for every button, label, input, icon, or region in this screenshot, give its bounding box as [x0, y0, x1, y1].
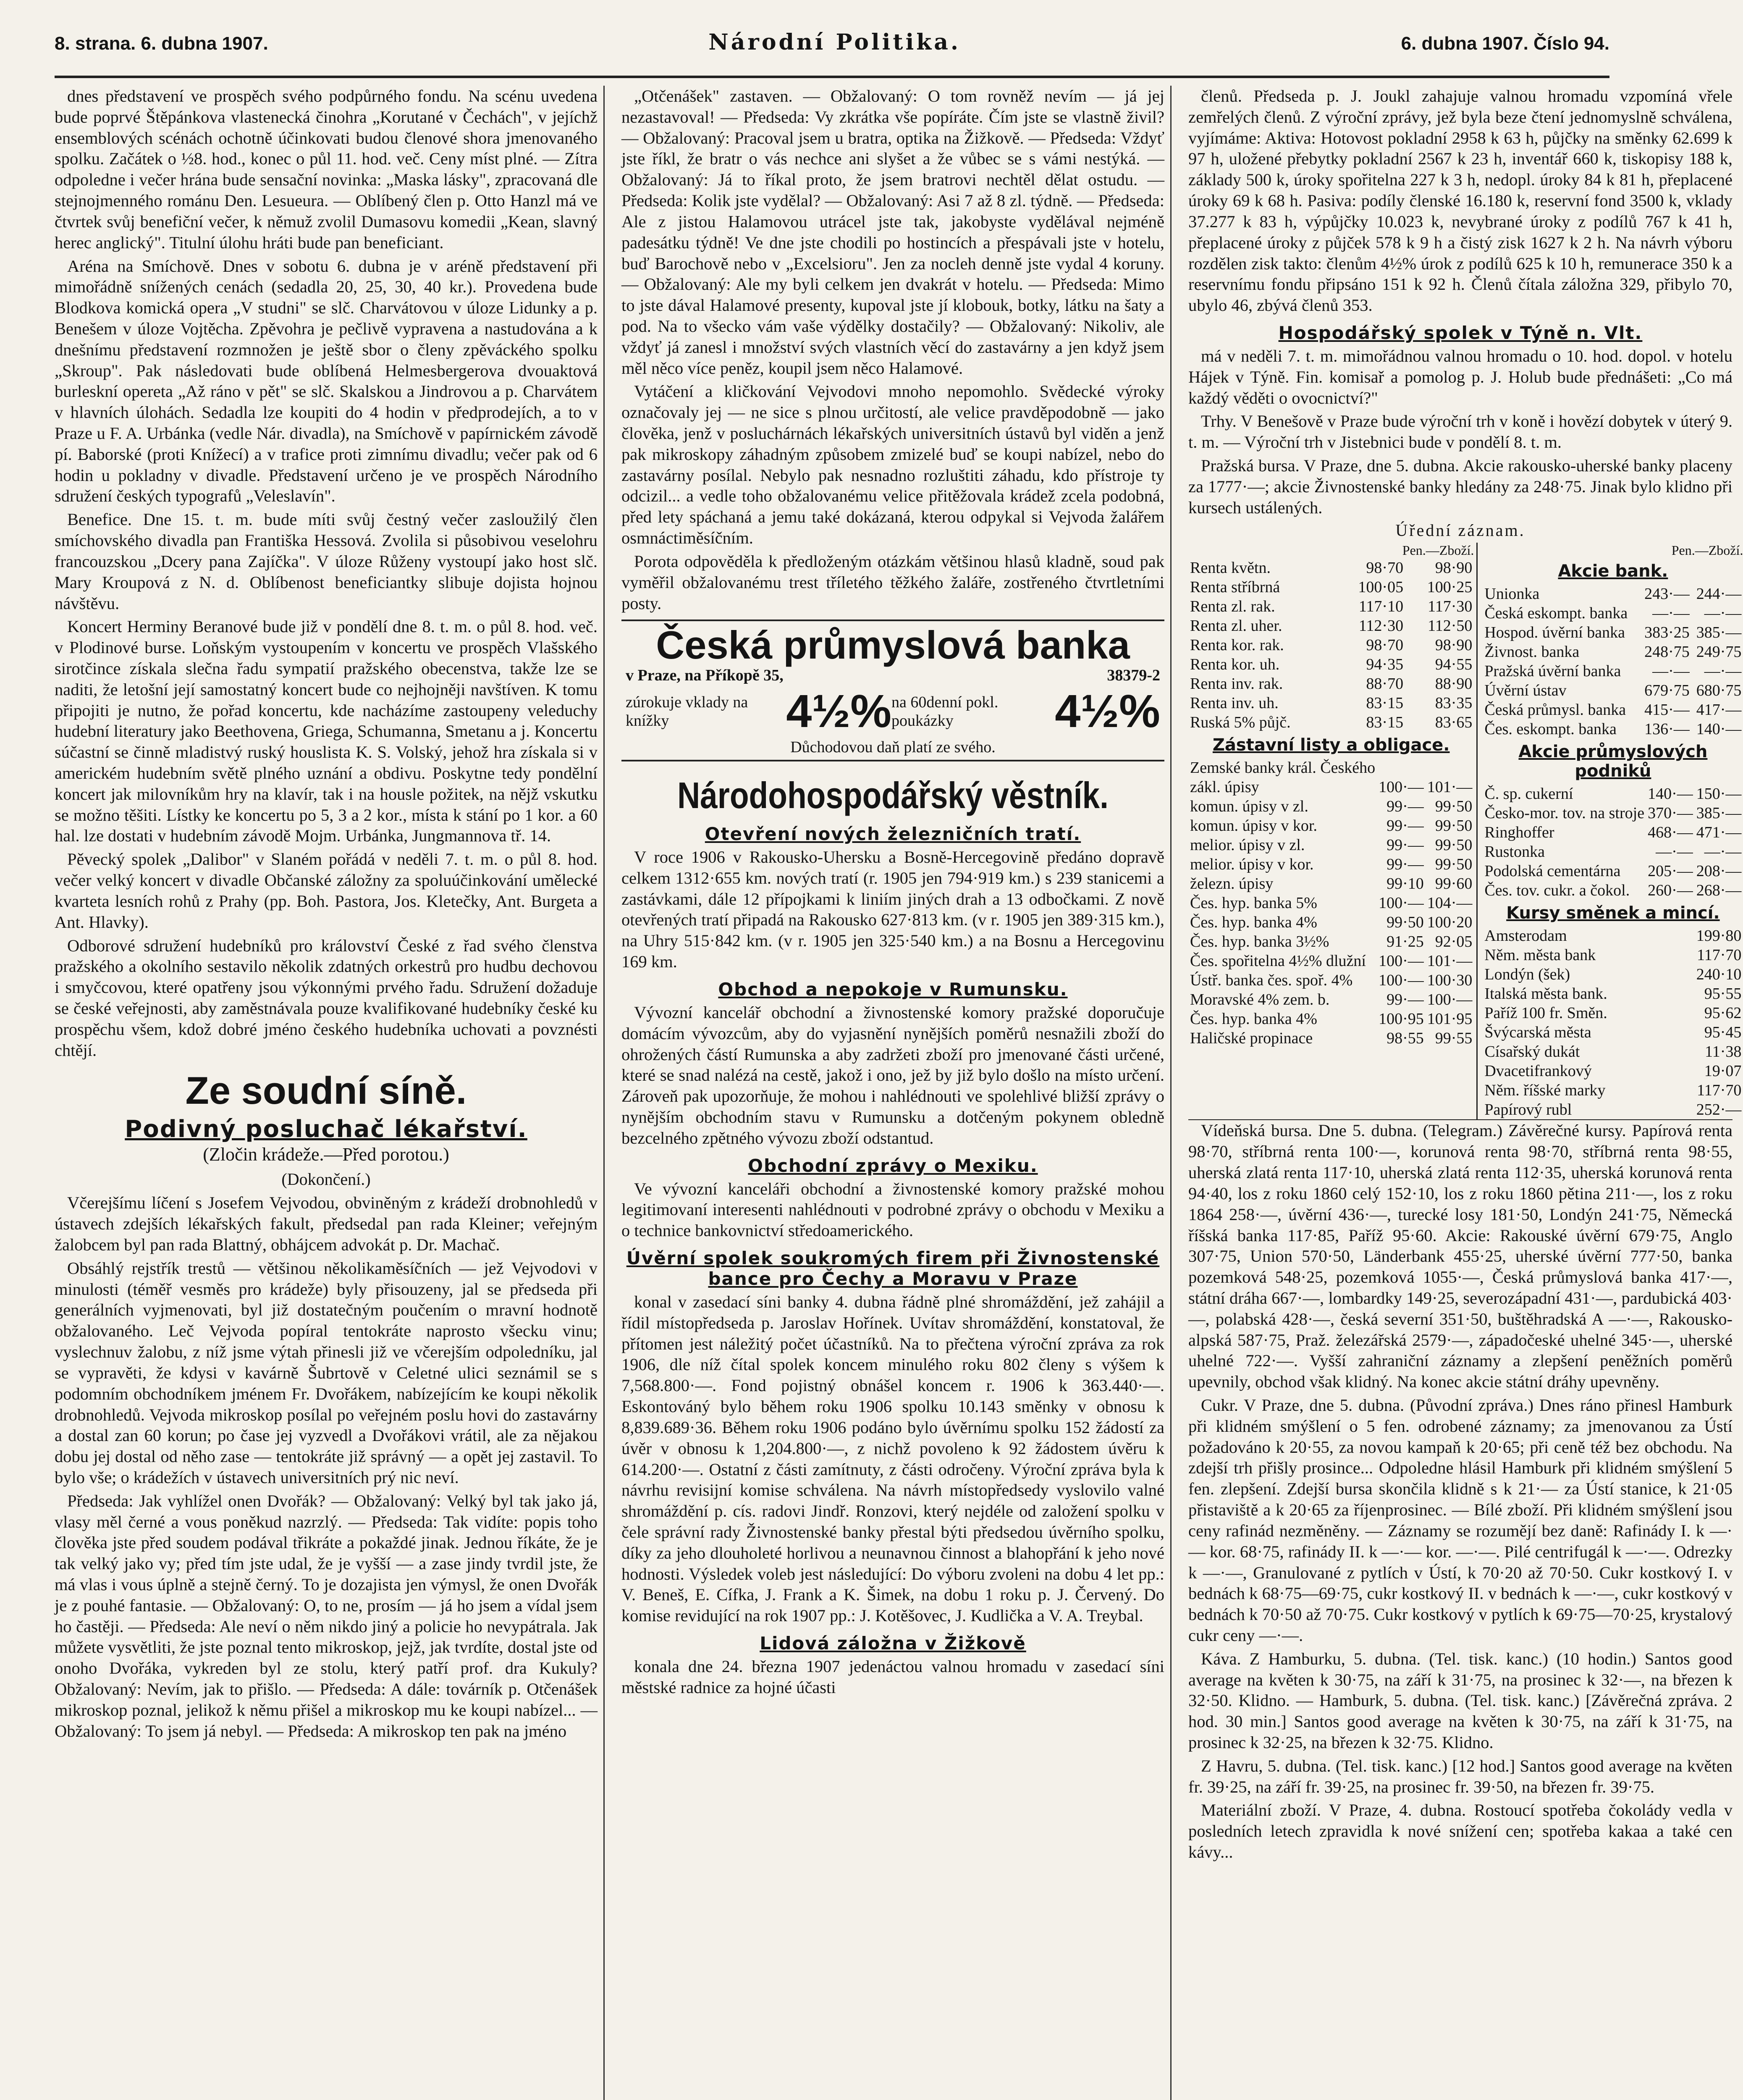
money-price — [1667, 1042, 1672, 1061]
table-row — [1188, 951, 1474, 971]
goods-price: 117·70 — [1697, 1082, 1742, 1100]
security-name: zákl. úpisy — [1190, 778, 1259, 796]
page-header — [55, 29, 1609, 76]
table-row — [1483, 642, 1743, 662]
table-row — [1483, 584, 1743, 604]
goods-price: 83·65 — [1435, 714, 1473, 732]
security-name: Ústř. banka čes. spoř. 4% — [1190, 971, 1353, 990]
security-name: Moravské 4% zem. b. — [1190, 991, 1330, 1009]
article-paragraph: Z Havru, 5. dubna. (Tel. tisk. kanc.) [12 hod.] Santos good average na květen fr. 39·25, na září fr. 39·25, na prosinec fr. 39·50, na březen fr. 39·75. — [1188, 1756, 1733, 1796]
table-row — [1483, 842, 1743, 861]
goods-price: 117·70 — [1697, 946, 1742, 964]
goods-price: 117·30 — [1428, 598, 1473, 616]
goods-price: 680·75 — [1696, 682, 1742, 700]
bonds-table — [1188, 758, 1474, 1048]
money-price: 91·25 — [1387, 933, 1424, 951]
money-price: —·— — [1652, 662, 1690, 680]
table-row — [1188, 635, 1474, 655]
court-section-title: Ze soudní síně. — [185, 1069, 467, 1113]
subheading: Otevření nových železničních tratí. — [705, 824, 1081, 844]
bank-ad-deposits-label: zúrokuje vklady na knížky — [626, 693, 748, 730]
table-row — [1188, 1009, 1474, 1029]
exchange-rates-table — [1483, 926, 1743, 1119]
goods-price: 98·90 — [1435, 636, 1473, 654]
goods-price: 11·38 — [1705, 1043, 1742, 1061]
money-price: 100·— — [1379, 778, 1424, 796]
table-row — [1188, 758, 1474, 777]
money-price: 260·— — [1648, 882, 1693, 900]
table-row — [1188, 893, 1474, 913]
subheading: Úvěrní spolek soukromých firem při Živnostenské bance pro Čechy a Moravu v Praze — [626, 1248, 1160, 1289]
table-row — [1483, 662, 1743, 681]
money-price: 99·50 — [1387, 914, 1424, 932]
subheading: Obchodní zprávy o Mexiku. — [748, 1155, 1038, 1176]
money-price — [1667, 1061, 1672, 1081]
security-name: Zemské banky král. Českého — [1190, 759, 1376, 777]
money-price — [1667, 1100, 1672, 1119]
article-paragraph: Vývozní kancelář obchodní a živnostenské komory pražské doporučuje domácím vývozcům, aby do vyjasnění nynějších poměrů nesnažili zboží do ohrožených částí Rumunska a aby zadržeti zboží pro jmenované části určené, které se snad nalézá na cestě, jakož i ono, jež by již bylo došlo na místo určení. Zároveň pak upozorňuje, že mohou i nahlédnouti ve spolehlivé bližší zprávy o nynějším obchodním stavu v Rumunsku a dotčeným pokynem obledně bezcelného zpětného vývozu zboží odstantud. — [621, 1003, 1164, 1147]
money-price — [1667, 1023, 1672, 1042]
table-row — [1188, 835, 1474, 855]
article-paragraph: Ve vývozní kanceláři obchodní a živnostenské komory pražské mohou legitimovaní interesenti nahlédnouti v podrobné zprávy o obchodu v Mexiku a o technice bankovnictví středoamerického. — [621, 1179, 1164, 1240]
subheading: Hospodářský spolek v Týně n. Vlt. — [1278, 322, 1643, 343]
bank-ad-vouchers-label: na 60denní pokl. poukázky — [891, 693, 999, 730]
money-price: 88·70 — [1366, 675, 1404, 693]
security-name: Čes. hyp. banka 4% — [1190, 914, 1317, 932]
money-price: 98·70 — [1366, 636, 1404, 654]
security-name: Č. sp. cukerní — [1484, 785, 1573, 803]
court-article-caption: (Zločin krádeže.—Před porotou.) — [203, 1144, 449, 1165]
table-row — [1483, 1003, 1743, 1023]
court-article-continuation: (Dokončení.) — [281, 1170, 371, 1189]
column-2 — [621, 86, 1172, 2100]
goods-price: 98·90 — [1435, 559, 1473, 577]
goods-price: —·— — [1704, 604, 1742, 622]
money-price: 140·— — [1648, 785, 1693, 803]
security-name: melior. úpisy v kor. — [1190, 856, 1314, 874]
money-price — [1667, 926, 1672, 945]
security-name: Úvěrní ústav — [1484, 682, 1567, 700]
security-name: Renta zl. uher. — [1190, 617, 1282, 635]
security-name: Ringhoffer — [1484, 824, 1554, 842]
security-name: Čes. hyp. banka 4% — [1190, 1010, 1317, 1028]
table-row — [1188, 655, 1474, 674]
security-name: Renta stříbrná — [1190, 578, 1280, 596]
security-name: Česko-mor. tov. na stroje — [1484, 804, 1645, 822]
goods-price: 95·45 — [1704, 1024, 1742, 1042]
article-paragraph: Obsáhlý rejstřík trestů — většinou několikaměsíčních — jež Vejvodovi v minulosti (téměř vesměs pro krádeže) byly přisouzeny, jal se předseda při generálních vyjmenovati, byl již dostatečným poučením o mravní hodnotě obžalovaného. Leč Vejvoda popíral tentokráte naprosto všecku vinu; vyslechnuv žalobu, z níž jsme výtah přinesli již ve včerejším odpoledníku, jal se vypravěti, že kdysi v kavárně Šubrtově v Celetné ulici seznámil se s podomním obchodníkem jménem Fr. Dvořákem, nabízejícím ke koupi několik drobnohledů. Vejvoda mikroskop posílal po veřejném poslu hovi do zastavárny a dostal zan 60 korun; po čase jej vyzvedl a Dvořákovi vrátil, ale za nějakou dobu jej dostal od něho zase — tentokráte již správný — a opět jej zastavil. To bylo vše; o krádežích v ústavech universitních prý nic neví. — [55, 1258, 598, 1487]
table-row — [1483, 926, 1743, 945]
money-price: 83·15 — [1366, 694, 1404, 712]
quotes-table-1 — [1188, 543, 1743, 1120]
bank-ad-number: 38379-2 — [1107, 667, 1160, 684]
money-price: 99·— — [1387, 991, 1424, 1009]
security-name: Renta inv. rak. — [1190, 675, 1283, 693]
table-subheading: Zástavní listy a obligace. — [1212, 735, 1450, 755]
goods-price: —·— — [1704, 662, 1742, 680]
security-name: melior. úpisy v zl. — [1190, 836, 1305, 854]
court-article-headline: Podivný posluchač lékařství. — [125, 1116, 527, 1143]
security-name: Podolská cementárna — [1484, 862, 1621, 880]
bank-shares-table — [1483, 584, 1743, 739]
article-paragraph: Včerejšímu líčení s Josefem Vejvodou, obviněným z krádeží drobnohledů v ústavech zdejších lékařských fakult, předsedal pan rada Kleiner; veřejným žalobcem byl pan rada Blattný, obhájcem advokát p. Dr. Machač. — [55, 1193, 598, 1254]
table-row — [1188, 855, 1474, 874]
table-row — [1188, 874, 1474, 893]
article-paragraph: Pěvecký spolek „Dalibor" v Slaném pořádá v neděli 7. t. m. o půl 8. hod. večer velký koncert v divadle Občanské záložny za spoluúčinkování umělecké kvarteta lesních rohů z Prahy (pp. Boh. Pastora, Jos. Kletečky, Ant. Burgeta a Ant. Hlavky). — [55, 850, 598, 932]
table-subheading: Akcie bank. — [1558, 562, 1668, 581]
table-col-header: Pen.—Zboží. — [1671, 543, 1743, 558]
security-name: Rustonka — [1484, 843, 1545, 861]
goods-price: 99·55 — [1435, 1029, 1473, 1047]
goods-price: 112·50 — [1428, 617, 1473, 635]
table-row — [1483, 803, 1743, 823]
security-name: Česká eskompt. banka — [1484, 604, 1628, 622]
table-row — [1188, 777, 1474, 797]
table-subheading: Kursy směnek a mincí. — [1506, 903, 1720, 923]
goods-price: 208·— — [1696, 862, 1742, 880]
security-name: Čes. hyp. banka 5% — [1190, 894, 1317, 912]
money-price: 415·— — [1644, 701, 1690, 719]
goods-price: 100·— — [1427, 991, 1473, 1009]
bank-advertisement — [621, 620, 1164, 761]
goods-price: 88·90 — [1435, 675, 1473, 693]
security-name: Renta zl. rak. — [1190, 598, 1275, 616]
table-row — [1188, 693, 1474, 713]
table-subheading: Akcie průmyslových podniků — [1518, 742, 1708, 781]
security-name: Papírový rubl — [1484, 1101, 1572, 1119]
money-price: 100·— — [1379, 952, 1424, 970]
article-paragraph: Předseda: Jak vyhlížel onen Dvořák? — Obžalovaný: Velký byl tak jako já, vlasy měl černé a vous poněkud nazrzlý. — Předseda: Tak vidíte: popis toho člověka jste před soudem podával třikráte a pokaždé jinak. Jednou říkáte, že je tak velký jako vy; před tím jste udal, že je vyšší — a zase jindy tvrdil jste, že má vlas i vous úplně a stejně černý. To je dozajista jen výmysl, že onen Dvořák je z pouhé fantasie. — Obžalovaný: O, to ne, prosím — já ho jsem a vídal jsem ho častěji. — Předseda: Ale neví o něm nikdo jiný a policie ho nevypátrala. Jak můžete vysvětliti, že jste poznal tento mikroskop, jejž, jak tvrdíte, dostal jste od onoho Dvořáka, vykreden byl ze stolu, který patří prof. dra Kukuly? Obžalovaný: Nevím, jak to přišlo. — Předseda: A dále: továrník p. Otčenášek mikroskop poznal, jelikož k němu přišel a mikroskop mu ke koupi nabízel... — Obžalovaný: To jsem já nebyl. — Předseda: A mikroskop ten pak na jméno — [55, 1491, 598, 1740]
money-price: 112·30 — [1358, 617, 1404, 635]
table-row — [1188, 1029, 1474, 1048]
money-price — [1377, 758, 1426, 777]
security-name: Italská města bank. — [1484, 985, 1607, 1003]
article-paragraph: Koncert Herminy Beranové bude již v pondělí dne 8. t. m. o půl 8. hod. več. v Plodinové burse. Loňským vystoupením v koncertu ve prospěch Vlašského sirotčince získala slečna řadu sympatií pražského obecenstva, takže lze se naditi, že letošní její samostatný koncert bude co nejhojněji navštíven. K tomu připojiti je nutno, že pořad koncertu, kde nacházíme zastoupeny veleduchy hudební literatury jako Beethovena, Griega, Schumanna, Smetanu a j. Koncertu súčastní se činně mladistvý ruský houslista K. S. Volský, jehož hra získala si v americkém hudebním světě plného uznání a obdivu. Poskytne tedy pondělní koncert jak milovníkům hry na klavír, tak i na housle požitek, na nějž vskutku se možno těšiti. Lístky ke koncertu po 5, 3 a 2 kor., místa k stání po 1 kor. a 60 hal. lze dostati v hudebním závodě Mojm. Urbánka, Jungmannova tř. 14. — [55, 617, 598, 845]
bank-ad-rate-2: 4½% — [1055, 685, 1160, 737]
money-price — [1667, 1081, 1672, 1100]
article-paragraph: Trhy. V Benešově v Praze bude výroční trh v koně i hovězí dobytek v úterý 9. t. m. — Výroční trh v Jistebnici bude v pondělí 8. t. m. — [1188, 412, 1733, 452]
subheading: Obchod a nepokoje v Rumunsku. — [718, 979, 1068, 1000]
security-name: Hospod. úvěrní banka — [1484, 624, 1625, 642]
security-name: Dvacetifrankový — [1484, 1062, 1592, 1080]
article-paragraph: Káva. Z Hamburku, 5. dubna. (Tel. tisk. kanc.) (10 hodin.) Santos good average na květen k 30·75, na září k 31·75, na prosinec k 32·—, na březen k 32·50. Klidno. — Hamburk, 5. dubna. (Tel. tisk. kanc.) [Závěrečná zpráva. 2 hod. 30 min.] Santos good average na květen k 30·75, na září k 31·75, na prosinec k 32·25, na březen k 32·75. Klidno. — [1188, 1649, 1733, 1752]
bank-ad-rate-1: 4½% — [786, 685, 891, 737]
table-row — [1483, 1081, 1743, 1100]
table-row — [1188, 816, 1474, 835]
table-row — [1483, 984, 1743, 1003]
goods-price: 268·— — [1696, 882, 1742, 900]
goods-price: —·— — [1704, 843, 1742, 861]
security-name: Amsterodam — [1484, 927, 1567, 945]
table-row — [1188, 616, 1474, 635]
security-name: Česká průmysl. banka — [1484, 701, 1626, 719]
money-price — [1667, 945, 1672, 965]
money-price: 98·70 — [1366, 559, 1404, 577]
money-price: 117·10 — [1358, 598, 1404, 616]
subheading: Lidová záložna v Žižkově — [760, 1633, 1026, 1654]
goods-price: 19·07 — [1704, 1062, 1742, 1080]
security-name: Něm. říšské marky — [1484, 1082, 1606, 1100]
article-paragraph: Vytáčení a kličkování Vejvodovi mnoho nepomohlo. Svědecké výroky označovaly jej — ne sice s plnou určitostí, ale velice pravděpodobně — jako člověka, jenž v posluchárnách lékařských universitních ústavů byl viděn a jenž pak mikroskopy záhadným způsobem zmizelé buď se koupi nabízel, nebo do zastavárny posílal. Nebylo pak nesnadno rozluštiti záhadu, kdo přístroje ty odcizil... a vedle toho obžalovanému velice přitěžovala krádež zcela podobná, před lety spáchaná a jemu také dokázaná, kterou odpykal si Vejvoda žalářem osmnáctiměsíčním. — [621, 382, 1164, 548]
table-row — [1483, 1023, 1743, 1042]
table-row — [1483, 681, 1743, 700]
table-row — [1188, 713, 1474, 732]
goods-price: 240·10 — [1696, 966, 1742, 984]
money-price — [1667, 984, 1672, 1003]
economic-section-title: Národohospodářský věstník. — [677, 774, 1109, 816]
goods-price: 99·50 — [1435, 836, 1473, 854]
security-name: Renta inv. uh. — [1190, 694, 1279, 712]
article-paragraph: má v neděli 7. t. m. mimořádnou valnou hromadu o 10. hod. dopol. v hotelu Hájek v Týně. Fin. komisař a pomolog p. J. Holub bude přednášeti: „Co má každý věděti o ovocnictví?" — [1188, 346, 1733, 407]
security-name: Čes. hyp. banka 3½% — [1190, 933, 1329, 951]
table-row — [1188, 913, 1474, 932]
goods-price: 417·— — [1696, 701, 1742, 719]
table-row — [1188, 578, 1474, 597]
money-price: 468·— — [1648, 824, 1693, 842]
goods-price: 99·50 — [1435, 798, 1473, 816]
goods-price: 95·55 — [1704, 985, 1742, 1003]
table-row — [1483, 861, 1743, 881]
goods-price: 249·75 — [1696, 643, 1742, 661]
security-name: Pražská úvěrní banka — [1484, 662, 1621, 680]
security-name: Ruská 5% půjč. — [1190, 714, 1291, 732]
money-price: 205·— — [1648, 862, 1693, 880]
table-col-header: Pen.—Zboží. — [1402, 543, 1474, 558]
security-name: komun. úpisy v zl. — [1190, 798, 1308, 816]
column-3 — [1188, 86, 1743, 2100]
money-price: 99·— — [1387, 817, 1424, 835]
table-row — [1483, 965, 1743, 984]
table-row — [1483, 823, 1743, 842]
bank-ad-title: Česká průmyslová banka — [656, 623, 1130, 667]
goods-price: 100·25 — [1427, 578, 1473, 596]
article-paragraph: Porota odpověděla k předloženým otázkám většinou hlasů kladně, soud pak vyměřil obžalovanému trest tříletého těžkého žaláře, zostřeného čtvrtletními posty. — [621, 551, 1164, 613]
security-name: Renta kor. uh. — [1190, 656, 1280, 674]
money-price: —·— — [1652, 604, 1690, 622]
article-paragraph: konal v zasedací síni banky 4. dubna řádně plné shromáždění, jež zahájil a řídil místopředseda p. Jaroslav Hořínek. Uvítav shromáždění, konstatoval, že přítomen jest náležitý počet účastníků. Na to přečtena výroční zpráva za rok 1906, dle níž čítal spolek koncem minulého roku 802 členy s výšem k 7,568.800·—. Fond pojistný obnášel koncem r. 1906 k 363.440·—. Eskontováný bylo během roku 1906 spolku 10.143 směnky v obnosu k 8,839.689·36. Během roku 1906 podáno bylo úvěrnímu spolku 152 žádostí za úvěr v obnosu k 1,204.800·—, z nichž povoleno k 92 žádostem úvěru k 614.200·—. Ostatní z části zamítnuty, z části odročeny. Výroční zpráva byla k návrhu revisijní komise schválena. Na návrh místopředsedy vyslovilo valné shromáždění p. cís. radovi Jindř. Ronzovi, který nejdéle od založení spolku v čele správní rady Živnostenské banky přestal býti předsedou úvěrního spolku, díky za jeho dlouholeté horlivou a neunavnou činnost a blahopřání k jeho nové hodnosti. Výsledek voleb jest následující: Do výboru zvoleni na dobu 4 let pp.: V. Beneš, E. Cífka, J. Frank a K. Šimek, na dobu 1 roku p. J. Červený. Do komise revidující na rok 1907 pp.: J. Kotěšovec, J. Kudlička a V. A. Treybal. — [621, 1292, 1164, 1625]
bank-ad-address: v Praze, na Příkopě 35, — [626, 667, 784, 684]
money-price: 98·55 — [1387, 1029, 1424, 1047]
goods-price: 252·— — [1696, 1101, 1742, 1119]
money-price: 100·— — [1379, 971, 1424, 990]
table-row — [1483, 881, 1743, 900]
article-paragraph: „Otčenášek" zastaven. — Obžalovaný: O tom rovněž nevím — já jej nezastavoval! — Předseda: Vy zkrátka vše popíráte. Čím jste se vlastně živil? — Obžalovaný: Pracoval jsem u bratra, optika na Žižkově. — Předseda: Vždyť jste říkl, že bratr o vás nechce ani slyšet a že vůbec se s vámi nestýká. — Obžalovaný: Já to říkal proto, že jsem bratrovi nechtěl dělat ostudu. — Předseda: Kolik jste vydělal? — Obžalovaný: Asi 7 až 8 zl. týdně. — Předseda: Ale z jistou Halamovou utrácel jste tak, jakobyste vydělával nejméně padesátku týdně! Ve dne jste chodili po hostincích a přespávali jste v hotelu, buď Barochově nebo v „Excelsioru". Jen za nocleh denně jste vydal 4 koruny. — Obžalovaný: Ale my byli celkem jen dvakrát v hotelu. — Předseda: Mimo to jste dával Halamové presenty, kupoval jste jí klobouk, botky, látku na šaty a pod. Na to všecko vám vaše výdělky dostačily? — Obžalovaný: Nikoliv, ale vždyť já zanesl i množství svých vlastních věcí do zastavárny a jen když jsem měl něco více peněz, koupil jsem něco Halamové. — [621, 87, 1164, 378]
goods-price: 101·— — [1427, 952, 1473, 970]
money-price: 99·10 — [1387, 875, 1424, 893]
money-price: 83·15 — [1366, 714, 1404, 732]
goods-price: 95·62 — [1704, 1004, 1742, 1022]
security-name: Haličské propinace — [1190, 1029, 1313, 1047]
money-price: —·— — [1656, 843, 1693, 861]
goods-price: 140·— — [1696, 720, 1742, 738]
table-row — [1188, 674, 1474, 693]
goods-price: 92·05 — [1435, 933, 1473, 951]
money-price: 100·— — [1379, 894, 1424, 912]
security-name: železn. úpisy — [1190, 875, 1274, 893]
goods-price: 104·— — [1427, 894, 1473, 912]
article-paragraph: Vídeňská bursa. Dne 5. dubna. (Telegram.) Závěrečné kursy. Papírová renta 98·70, stříbrná renta 100·—, korunová renta 98·70, stříbrná renta 98·55, uherská zlatá renta 117·10, uherská zlatá renta 112·35, uherská korunová renta 94·40, los z roku 1860 celý 152·10, los z roku 1860 pětina 211·—, los z roku 1864 258·—, úvěrní 436·—, turecké losy 181·50, Londýn 241·75, Německá říšská banka 117·85, Paříž 95·60. Akcie: Rakouské úvěrní 679·75, Anglo 307·75, Union 570·50, Länderbank 455·25, uherské úvěrní 777·50, banka pozemková 548·25, pozemková 1055·—, Česká průmyslová banka 417·—, státní dráha 667·—, lombardky 149·25, severozápadní 431·—, pardubická 403·—, polabská 428·—, česká severní 351·50, buštěhradská A —·—, Rakousko-alpská 587·75, Praž. železářská 2579·—, západočeské uhelné 345·—, uherské uhelné 722·—. Vyšší zahraniční záznamy a zlepšení peněžních poměrů upevnily, obchod však klidný. Na konec akcie státní dráhy upevněny. — [1188, 1121, 1733, 1391]
security-name: Paříž 100 fr. Směn. — [1484, 1004, 1607, 1022]
article-paragraph: V roce 1906 v Rakousko-Uhersku a Bosně-Hercegovině předáno dopravě celkem 1312·655 km. nových tratí (r. 1905 jen 794·919 km.) s 239 stanicemi a zastávkami, dále 12 přípojkami k liniím jiných drah a 13 odbočkami. Z nově otevřených tratí připadá na Rakousko 627·813 km. (v r. 1905 jen 389·315 km.), na Uhry 515·842 km. (v r. 1905 jen 325·540 km.) a na Bosnu a Hercegovinu 169 km. — [621, 848, 1164, 971]
goods-price: 101·— — [1427, 778, 1473, 796]
goods-price: 99·50 — [1435, 817, 1473, 835]
goods-price: 385·— — [1696, 624, 1742, 642]
goods-price: 99·50 — [1435, 856, 1473, 874]
money-price: 99·— — [1387, 798, 1424, 816]
security-name: Renta kor. rak. — [1190, 636, 1284, 654]
money-price: 243·— — [1644, 585, 1690, 603]
article-paragraph: členů. Předseda p. J. Joukl zahajuje valnou hromadu vzpomíná vřele zemřelých členů. Z výroční zprávy, jež byla beze čtení jednomyslně schválena, vyjímáme: Aktiva: Hotovost pokladní 2958 k 63 h, půjčky na směnky 62.699 k 97 h, uložené přebytky pokladní 2567 k 23 h, inventář 660 k, tiskopisy 188 k, základy 500 k, úroky spořitelna 227 k 3 h, nedopl. úroky 84 k 81 h, přeplacené úroky 69 k 68 h. Pasiva: podíly členské 16.180 k, reservní fond 3500 k, vklady 37.277 k 83 h, výpůjčky 10.023 k, nevybrané úroky z podílů 767 k 41 h, přeplacené úroky z půjček 578 k 9 h a čistý zisk 1627 k 2 h. Na návrh výboru rozdělen zisk takto: členům 4½% úrok z podílů 625 k 10 h, remunerace 350 k a reservnímu fondu připsáno 151 k 92 h. Členů čítala záložna 329, přibylo 70, ubylo 46, zbývá členů 353. — [1188, 87, 1733, 315]
money-price: 383·25 — [1644, 624, 1690, 642]
industrial-shares-table — [1483, 784, 1743, 900]
header-right: 6. dubna 1907. Číslo 94. — [1401, 33, 1609, 54]
table-row — [1483, 945, 1743, 965]
money-price: 100·05 — [1358, 578, 1404, 596]
security-name: Něm. města bank — [1484, 946, 1596, 964]
security-name: Renta květn. — [1190, 559, 1271, 577]
article-paragraph: dnes představení ve prospěch svého podpůrného fondu. Na scénu uvedena bude poprvé Štěpánkova vlastenecká činohra „Korutané v Čechách", v jejíchž ensemblových scénách ochotně účinkovati budou členové shora jmenovaného spolku. Začátek o ½8. hod., konec o půl 11. hod. več. Ceny míst plné. — Zítra odpoledne i večer hrána bude sensační novinka: „Maska lásky", zpracovaná dle stejnojmenného románu Den. Lesueura. — Oblíbený člen p. Otto Hanzl má ve čtvrtek svůj benefiční večer, k němuž zvolil Dumasovu komedii „Kean, slavný herec anglický". Titulní úlohu hráti bude pan beneficiant. — [55, 87, 598, 252]
article-paragraph: konala dne 24. března 1907 jedenáctou valnou hromadu v zasedací síni městské radnice za hojné účasti — [621, 1657, 1164, 1697]
article-paragraph: Aréna na Smíchově. Dnes v sobotu 6. dubna je v aréně představení při mimořádně snížených cenách (sedadla 20, 25, 30, 40 kr.). Provedena bude Blodkova komická opera „V studni" se slč. Charvátovou v úloze Lidunky a p. Benešem v úloze Vojtěcha. Zpěvohra je pečlivě vypravena a nastudována a k dnešnímu představení rozmnožen je ještě sbor o členy zpěváckého spolku „Skroup". Pak následovati bude oblíbená Helmesbergerova dvouaktová burleskní opereta „Až ráno v pět" se slč. Skalskou a Jindrovou a p. Charvátem v hlavních úlohách. Sedadla lze koupiti do 4 hodin v předprodejích, a to v Praze u F. A. Urbánka (vedle Nár. divadla), na Smíchově v papírnickém závodě pí. Baborské (proti Knížecí) a v trafice proti zimnímu divadlu; večer pak od 6 hodin u pokladny v divadle. Představení určeno je ve prospěch Národního sdružení českých typografů „Veleslavín". — [55, 256, 598, 506]
table-row — [1483, 1042, 1743, 1061]
goods-price: 150·— — [1696, 785, 1742, 803]
table-row — [1483, 604, 1743, 623]
header-left: 8. strana. 6. dubna 1907. — [55, 33, 268, 54]
table-row — [1188, 932, 1474, 951]
money-price: 99·— — [1387, 856, 1424, 874]
security-name: Živnost. banka — [1484, 643, 1580, 661]
quotes-heading: Úřední záznam. — [1395, 521, 1525, 540]
masthead: Národní Politika. — [708, 29, 961, 55]
table-row — [1483, 1061, 1743, 1081]
money-price: 99·— — [1387, 836, 1424, 854]
security-name: Londýn (šek) — [1484, 966, 1570, 984]
article-paragraph: Cukr. V Praze, dne 5. dubna. (Původní zpráva.) Dnes ráno přinesl Hamburk při klidném smýšlení o 5 fen. odrobené záznamy; za jmenovanou za Ústí požadováno k 20·55, za novou kampaň k 20·65; při ceně též bez obchodu. Na zdejší trh přišly prosince... Odpoledne hlásil Hamburk při klidném smýšlení 5 fen. zlepšení. Zdejší bursa skončila klidně s k 21·— za Ústí stanice, k 21·05 přistaviště a k 20·65 za říjenprosinec. — Bílé zboží. Při klidném smýšlení jsou ceny rafinád nezměněny. — Záznamy se rozumějí bez daně: Rafinády I. k —·— kor. 68·75, rafinády II. k —·— kor. —·—. Pilé centrifugál k —·—. Odrezky k —·—, Granulované z pytlích v Ústí, k 70·20 až 70·50. Cukr kostkový I. v bednách k 68·75—69·75, cukr kostkový II. v bednách k —·—, cukr kostkový v bednách k 70·50 až 70·75. Cukr kostkový v pytlích k 69·75—70·25, krystalový cukr ceny —·—. — [1188, 1396, 1733, 1645]
security-name: Čes. spořitelna 4½% dlužní — [1190, 952, 1366, 970]
money-price: 94·35 — [1366, 656, 1404, 674]
table-row — [1188, 597, 1474, 616]
rents-table — [1188, 558, 1474, 732]
header-rule — [55, 76, 1609, 78]
goods-price: 101·95 — [1427, 1010, 1473, 1028]
money-price — [1667, 1003, 1672, 1023]
security-name: Císařský dukát — [1484, 1043, 1580, 1061]
goods-price — [1426, 758, 1474, 777]
bank-ad-tax-note: Důchodovou daň platí ze svého. — [790, 738, 996, 756]
table-row — [1188, 558, 1474, 578]
security-name: Čes. tov. cukr. a čokol. — [1484, 882, 1630, 900]
goods-price: 94·55 — [1435, 656, 1473, 674]
article-paragraph: Odborové sdružení hudebníků pro království České z řad svého členstva pražského a okolního sestavilo několik zdatných orkestrů pro hudbu dechovou i smyčcovou, které opatřeny jsou výkonnými prvého řadu. Sdružení dožaduje se české veřejnosti, aby zaměstnávala pouze kvalifikované hudebníky české ku prospěchu všem, kdož dobré jméno českého hudebníka uchovati a povznésti chtějí. — [55, 936, 598, 1060]
goods-price: 100·20 — [1427, 914, 1473, 932]
table-row — [1483, 719, 1743, 739]
money-price: 679·75 — [1644, 682, 1690, 700]
goods-price: 83·35 — [1435, 694, 1473, 712]
money-price — [1667, 965, 1672, 984]
article-paragraph: Materiální zboží. V Praze, 4. dubna. Rostoucí spotřeba čokolády vedla v posledních letech zpravidla k nové snížení cen; spotřeba kakaa a také cen kávy... — [1188, 1801, 1733, 1862]
table-row — [1483, 700, 1743, 719]
table-row — [1188, 971, 1474, 990]
security-name: Čes. eskompt. banka — [1484, 720, 1617, 738]
money-price: 136·— — [1644, 720, 1690, 738]
security-name: Unionka — [1484, 585, 1540, 603]
goods-price: 99·60 — [1435, 875, 1473, 893]
table-row — [1483, 623, 1743, 642]
table-row — [1483, 1100, 1743, 1119]
table-row — [1188, 797, 1474, 816]
goods-price: 199·80 — [1696, 927, 1742, 945]
money-price: 100·95 — [1379, 1010, 1424, 1028]
security-name: Švýcarská města — [1484, 1024, 1591, 1042]
table-row — [1483, 784, 1743, 803]
article-paragraph: Benefice. Dne 15. t. m. bude míti svůj čestný večer zasloužilý člen smíchovského divadla pan Františka Hessová. Zvolila si působivou veselohru francouzskou „Dcery pana Zajíčka". V úloze Růženy vystoupí jako host slč. Mary Kroupová z N. d. Oblíbenost beneficiantky slibuje dojista hojnou návštěvu. — [55, 510, 598, 613]
money-price: 248·75 — [1644, 643, 1690, 661]
security-name: komun. úpisy v kor. — [1190, 817, 1317, 835]
table-row — [1188, 990, 1474, 1009]
goods-price: 244·— — [1696, 585, 1742, 603]
money-price: 370·— — [1648, 804, 1693, 822]
goods-price: 385·— — [1696, 804, 1742, 822]
goods-price: 471·— — [1696, 824, 1742, 842]
goods-price: 100·30 — [1427, 971, 1473, 990]
article-paragraph: Pražská bursa. V Praze, dne 5. dubna. Akcie rakousko-uherské banky placeny za 1777·—; akcie Živnostenské banky hledány za 248·75. Jinak bylo klidno při kursech ustálených. — [1188, 456, 1733, 517]
column-1 — [55, 86, 605, 2100]
